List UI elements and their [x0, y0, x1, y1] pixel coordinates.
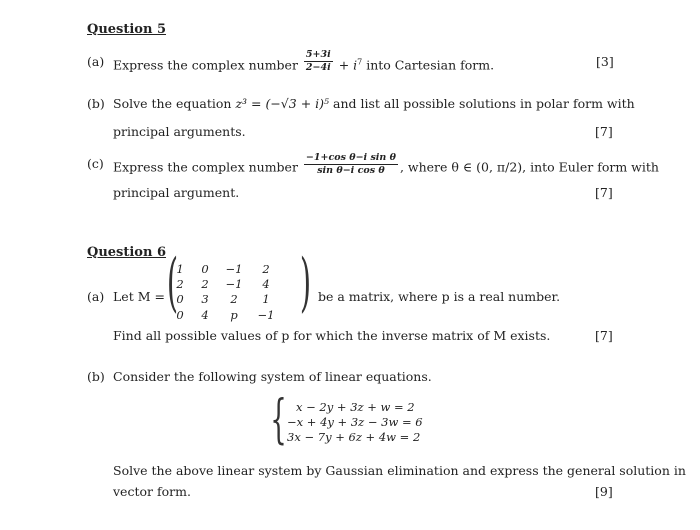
q5a-label: (a)	[87, 54, 105, 69]
matrix-cell: 1	[262, 292, 270, 306]
q5c-marks: [7]	[595, 185, 613, 200]
q6b-marks: [9]	[595, 484, 613, 499]
q6a-pre: Let M =	[113, 289, 165, 304]
q6b-intro: Consider the following system of linear equations.	[113, 369, 432, 384]
q5a-frac-num: 5+3i	[304, 50, 333, 62]
question-6-heading: Question 6	[87, 245, 167, 260]
q5a-frac-den: 2−4i	[305, 62, 331, 74]
equation-row: 3x − 7y + 6z + 4w = 2	[287, 430, 421, 444]
q5a-pre: Express the complex number	[113, 57, 298, 73]
q5a-post-exp: 7	[357, 57, 363, 67]
matrix-cell: 3	[201, 292, 209, 306]
q6b-label: (b)	[87, 369, 105, 384]
matrix-cell: 2	[262, 262, 270, 276]
equation-row: x − 2y + 3z + w = 2	[296, 400, 415, 414]
q6b-closing-1: Solve the above linear system by Gaussian elimination and express the general solution in	[113, 463, 686, 478]
q6a-label: (a)	[87, 289, 105, 304]
matrix-cell: 0	[176, 308, 184, 322]
q5c-label: (c)	[87, 156, 104, 171]
matrix-cell: p	[230, 308, 238, 322]
q5b-line2: principal arguments.	[113, 124, 246, 139]
q5c-frac-num: −1+cos θ−i sin θ	[304, 153, 398, 165]
q6a-line2: Find all possible values of p for which the inverse matrix of M exists.	[113, 328, 551, 343]
matrix-cell: −1	[225, 277, 243, 291]
matrix-cell: 0	[201, 262, 209, 276]
q5a-fraction	[304, 50, 333, 74]
q5a-text	[113, 49, 495, 78]
matrix-cell: −1	[257, 308, 275, 322]
q5c-line2: principal argument.	[113, 185, 240, 200]
q5b-post: and list all possible solutions in polar form with	[329, 96, 635, 111]
matrix-right-paren: )	[299, 246, 312, 320]
q5b-equation: z³ = (−√3 + i)⁵	[235, 96, 330, 111]
q6a-post: be a matrix, where p is a real number.	[318, 289, 561, 304]
q5b-pre: Solve the equation	[113, 96, 236, 111]
q5c-post: , where θ ∈ (0, π/2), into Euler form with	[399, 159, 659, 175]
q5c-fraction	[304, 153, 398, 177]
q5a-post-2: into Cartesian form.	[362, 57, 495, 73]
matrix-left-paren: (	[166, 246, 179, 320]
equation-row: −x + 4y + 3z − 3w = 6	[287, 415, 423, 429]
matrix-cell: −1	[225, 262, 243, 276]
matrix-cell: 2	[176, 277, 184, 291]
q5c-pre: Express the complex number	[113, 159, 298, 175]
matrix-cell: 2	[230, 292, 238, 306]
q5a-post-1: + i	[338, 57, 358, 73]
matrix-cell: 1	[176, 262, 184, 276]
q6a-marks: [7]	[595, 328, 613, 343]
q5b-label: (b)	[87, 96, 105, 111]
q6b-closing-2: vector form.	[113, 484, 191, 499]
q5b-marks: [7]	[595, 124, 613, 139]
question-5-heading: Question 5	[87, 22, 167, 37]
q5b-text	[113, 96, 635, 111]
matrix-cell: 0	[176, 292, 184, 306]
matrix-cell: 4	[262, 277, 270, 291]
system-brace: {	[270, 390, 287, 450]
q5c-text	[113, 152, 659, 180]
matrix-cell: 2	[201, 277, 209, 291]
q5c-frac-den: sin θ−i cos θ	[317, 165, 385, 177]
matrix-cell: 4	[201, 308, 209, 322]
q5a-marks: [3]	[596, 54, 614, 69]
